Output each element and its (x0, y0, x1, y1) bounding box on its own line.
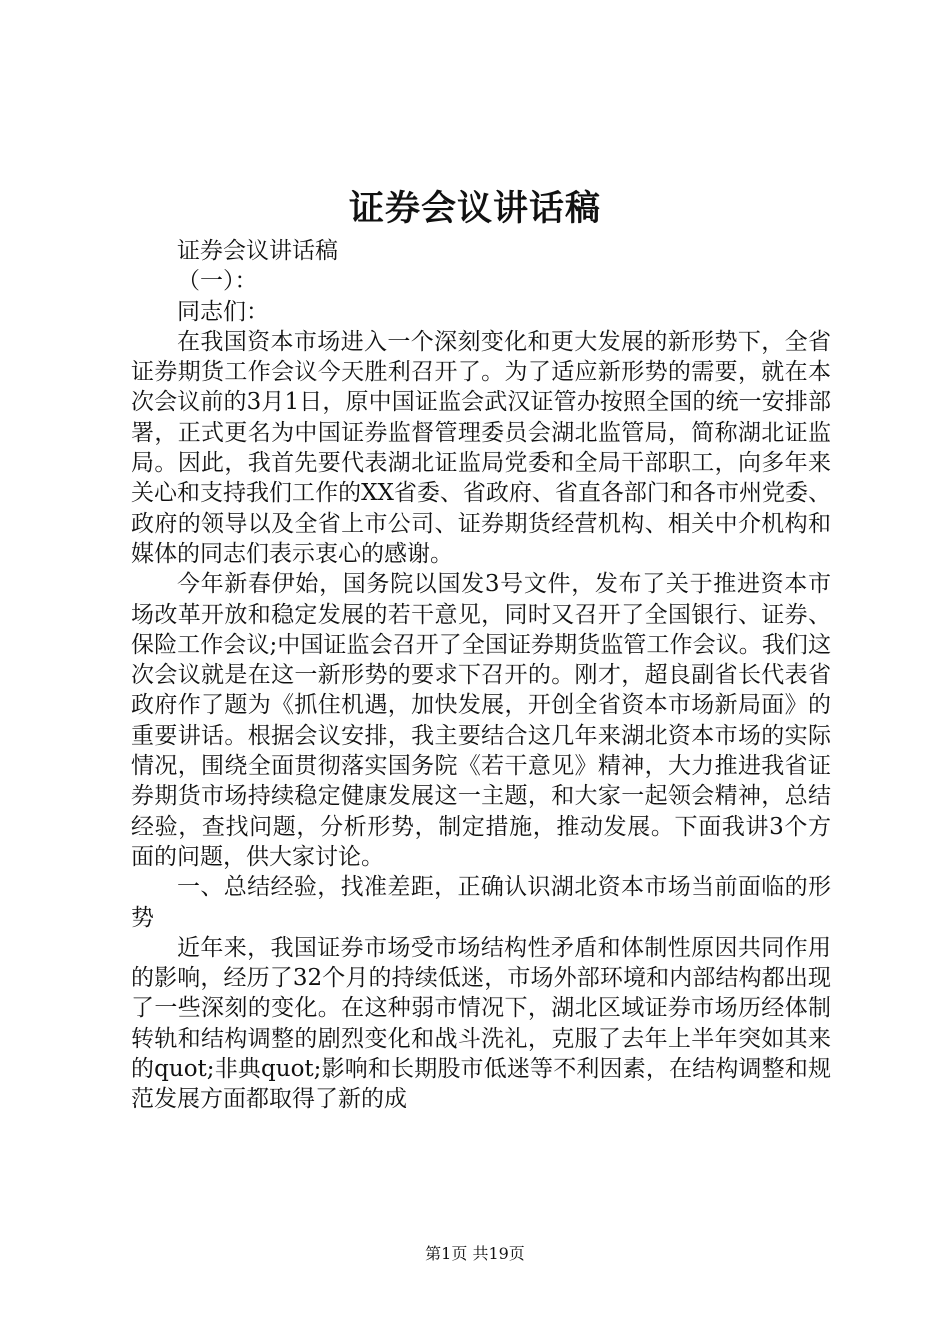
paragraph-body: 近年来，我国证券市场受市场结构性矛盾和体制性原因共同作用的影响，经历了32个月的持续低迷，市场外部环境和内部结构都出现了一些深刻的变化。在这种弱市情况下，湖北区域证券市场历经体制转轨和结构调整的剧烈变化和战斗洗礼，克服了去年上半年突如其来的quot;非典quot;影响和长期股市低迷等不利因素，在结构调整和规范发展方面都取得了新的成 (131, 934, 831, 1113)
document-title: 证券会议讲话稿 (348, 188, 601, 229)
paragraph-body: 今年新春伊始，国务院以国发3号文件，发布了关于推进资本市场改革开放和稳定发展的若干意见，同时又召开了全国银行、证券、保险工作会议;中国证监会召开了全国证券期货监管工作会议。我们这次会议就是在这一新形势的要求下召开的。刚才，超良副省长代表省政府作了题为《抓住机遇，加快发展，开创全省资本市场新局面》的重要讲话。根据会议安排，我主要结合这几年来湖北资本市场的实际情况，围绕全面贯彻落实国务院《若干意见》精神，大力推进我省证券期货市场持续稳定健康发展这一主题，和大家一起领会精神，总结经验，查找问题，分析形势，制定措施，推动发展。下面我讲3个方面的问题，供大家讨论。 (131, 571, 831, 870)
paragraph-salutation: 同志们： (177, 298, 269, 325)
page-footer: 第1页 共19页 (425, 1244, 525, 1263)
paragraph-heading: 证券会议讲话稿 (177, 238, 338, 264)
paragraph-body: 在我国资本市场进入一个深刻变化和更大发展的新形势下，全省证券期货工作会议今天胜利召开了。为了适应新形势的需要，就在本次会议前的3月1日，原中国证监会武汉证管办按照全国的统一安排部署，正式更名为中国证券监督管理委员会湖北监管局，简称湖北证监局。因此，我首先要代表湖北证监局党委和全局干部职工，向多年来关心和支持我们工作的XX省委、省政府、省直各部门和各市州党委、政府的领导以及全省上市公司、证券期货经营机构、相关中介机构和媒体的同志们表示衷心的感谢。 (131, 328, 831, 567)
document-body (131, 236, 831, 1115)
paragraph-section-heading: 一、总结经验，找准差距，正确认识湖北资本市场当前面临的形势 (131, 874, 831, 931)
paragraph-section-number: （一）： (177, 268, 258, 295)
